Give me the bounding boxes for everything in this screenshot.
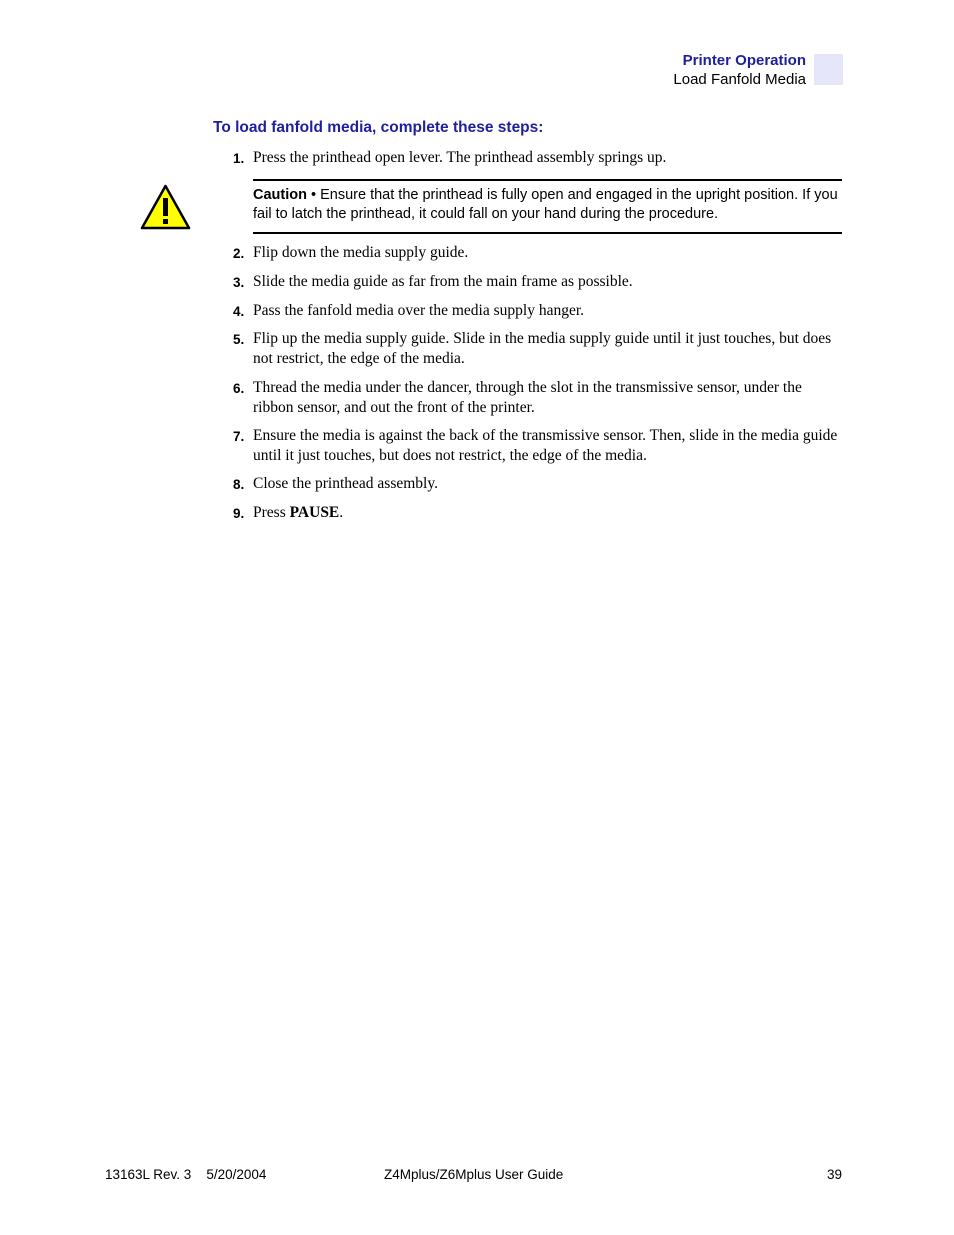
step-number: 5.	[233, 332, 245, 347]
warning-triangle-icon	[140, 184, 191, 231]
step-number: 9.	[233, 506, 245, 521]
step-text: Flip down the media supply guide.	[253, 244, 469, 261]
step-text: Close the printhead assembly.	[253, 475, 438, 492]
step-number: 8.	[233, 477, 245, 492]
step-number: 6.	[233, 381, 245, 396]
caution-top-rule	[253, 179, 842, 181]
procedure-heading: To load fanfold media, complete these steps:	[213, 119, 544, 136]
step-text: Slide the media guide as far from the main frame as possible.	[253, 273, 633, 290]
step-text: Press the printhead open lever. The printhead assembly springs up.	[253, 149, 667, 166]
pause-key-label: PAUSE	[289, 504, 340, 521]
step-item	[233, 148, 838, 168]
step-text: Flip up the media supply guide. Slide in the media supply guide until it just touches, but does not restrict, the edge of the media.	[253, 330, 832, 367]
header-section-title: Printer Operation	[682, 52, 806, 69]
step-text: Ensure the media is against the back of the transmissive sensor. Then, slide in the media guide until it just touches, but does not restrict, the edge of the media.	[253, 427, 838, 464]
footer-doc-info	[105, 1167, 266, 1182]
step-item	[233, 329, 838, 368]
step-number: 4.	[233, 304, 245, 319]
step-item	[233, 503, 838, 523]
caution-bullet: •	[306, 187, 321, 203]
step-text-suffix: .	[339, 504, 344, 521]
step-number: 1.	[233, 151, 245, 166]
step-text: Pass the fanfold media over the media supply hanger.	[253, 302, 585, 319]
step-text	[253, 503, 838, 523]
step-number: 7.	[233, 429, 245, 444]
step-text: Thread the media under the dancer, through the slot in the transmissive sensor, under the ribbon sensor, and out the front of the printer.	[253, 379, 802, 416]
footer-doc-id: 13163L Rev. 3	[105, 1167, 192, 1182]
step-item	[233, 426, 838, 465]
step-number: 2.	[233, 246, 245, 261]
caution-note	[253, 186, 848, 224]
step-item	[233, 243, 838, 263]
step-item	[233, 272, 838, 292]
step-item	[233, 378, 838, 417]
footer-guide-title: Z4Mplus/Z6Mplus User Guide	[384, 1167, 564, 1182]
step-number: 3.	[233, 275, 245, 290]
footer-date: 5/20/2004	[206, 1167, 267, 1182]
caution-text: Ensure that the printhead is fully open and engaged in the upright position. If you fail to latch the printhead, it could fall on your hand during the procedure.	[253, 187, 838, 222]
header-topic-title: Load Fanfold Media	[673, 71, 806, 88]
step-item	[233, 301, 838, 321]
step-text-prefix: Press	[253, 504, 290, 521]
caution-label: Caution	[253, 187, 307, 203]
caution-bottom-rule	[253, 232, 842, 234]
footer-page-number: 39	[826, 1167, 842, 1182]
header-tab-marker	[814, 54, 843, 85]
step-item	[233, 474, 838, 494]
